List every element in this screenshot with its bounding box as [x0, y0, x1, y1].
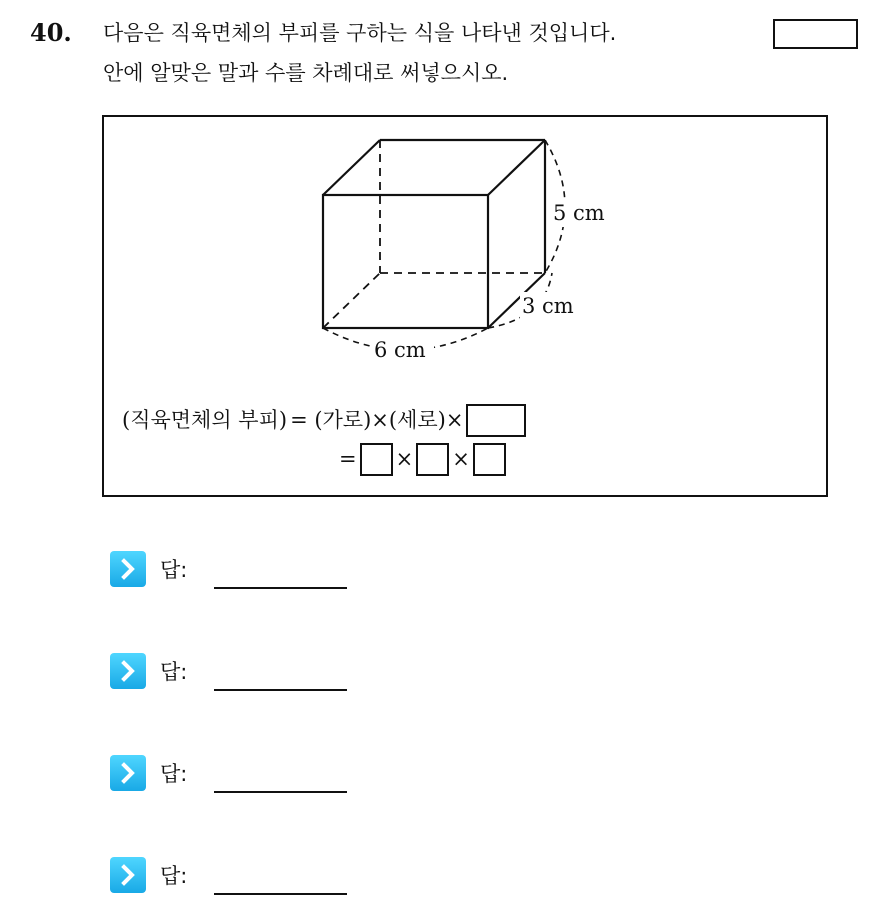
cuboid-edge [323, 140, 380, 195]
answer-input-4[interactable] [214, 893, 347, 895]
question-text-line2: 안에 알맞은 말과 수를 차례대로 써넣으시오. [103, 61, 509, 85]
width-label: 6 cm [374, 338, 426, 362]
answer-input-2[interactable] [214, 689, 347, 691]
formula-rhs-1: = (가로)×(세로)× [290, 408, 464, 432]
answer-input-1[interactable] [214, 587, 347, 589]
answer-row-2 [110, 651, 187, 691]
formula-line1 [122, 403, 526, 437]
answer-label: 답: [160, 762, 188, 786]
answer-label: 답: [160, 558, 188, 582]
formula-line2 [336, 442, 506, 476]
answer-input-3[interactable] [214, 791, 347, 793]
question-number: 40. [30, 18, 72, 47]
depth-label: 3 cm [522, 294, 574, 318]
question-text-line1: 다음은 직육면체의 부피를 구하는 식을 나타낸 것입니다. [103, 21, 617, 45]
formula-equals: = [339, 447, 357, 471]
chevron-right-icon [110, 653, 146, 689]
formula-blank-1[interactable] [360, 443, 393, 476]
cuboid-front-face [323, 195, 488, 328]
chevron-right-icon [110, 551, 146, 587]
formula-lhs: (직육면체의 부피) [122, 408, 288, 432]
times-sign: × [395, 447, 414, 471]
formula-blank-2[interactable] [416, 443, 449, 476]
answer-label: 답: [160, 864, 188, 888]
chevron-right-icon [110, 857, 146, 893]
formula-blank-3[interactable] [473, 443, 506, 476]
answer-label: 답: [160, 660, 188, 684]
cuboid-edge [488, 140, 545, 195]
answer-row-3 [110, 753, 187, 793]
height-label: 5 cm [553, 201, 605, 225]
cuboid-hidden-edge [323, 273, 380, 328]
answer-row-4 [110, 855, 187, 895]
times-sign: × [452, 447, 470, 471]
answer-row-1 [110, 549, 187, 589]
chevron-right-icon [110, 755, 146, 791]
formula-blank-word[interactable] [466, 404, 526, 437]
